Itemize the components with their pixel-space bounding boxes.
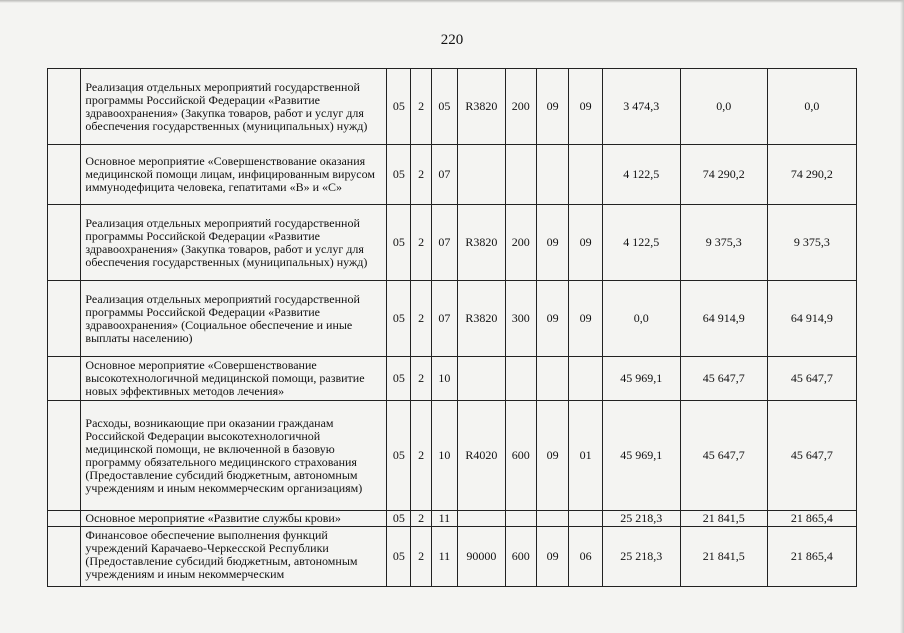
amount-year3-cell: 21 865,4 [767,527,856,587]
row-name-cell [81,527,387,587]
table-row [48,401,857,511]
code-subprogram-cell: 2 [411,205,431,281]
row-indent-cell [48,511,81,527]
code-direction-cell [458,145,506,205]
section-cell: 09 [536,69,568,145]
amount-year2-cell: 74 290,2 [680,145,767,205]
amount-year1-cell: 25 218,3 [602,511,680,527]
subsection-cell: 09 [569,69,602,145]
row-name-cell: Реализация отдельных мероприятий государственной программы Российской Федерации «Развитие здравоохранения» (Закупка товаров, работ и услуг для обеспечения государственных (муниципальных) нужд) [81,205,387,281]
code-gp-cell: 05 [387,527,411,587]
amount-year2-cell: 64 914,9 [680,281,767,357]
amount-year1-cell: 45 969,1 [602,357,680,401]
code-event-cell: 11 [431,511,457,527]
section-cell: 09 [536,527,568,587]
subsection-cell [569,357,602,401]
amount-year3-cell: 0,0 [767,69,856,145]
code-gp-cell: 05 [387,401,411,511]
row-indent-cell [48,205,81,281]
code-gp-cell: 05 [387,145,411,205]
amount-year1-cell: 45 969,1 [602,401,680,511]
amount-year3-cell: 45 647,7 [767,357,856,401]
amount-year2-cell: 21 841,5 [680,527,767,587]
code-event-cell: 11 [431,527,457,587]
amount-year1-cell: 3 474,3 [602,69,680,145]
subsection-cell: 09 [569,205,602,281]
row-indent-cell [48,527,81,587]
code-subprogram-cell: 2 [411,69,431,145]
code-subprogram-cell: 2 [411,357,431,401]
code-subprogram-cell: 2 [411,401,431,511]
code-gp-cell: 05 [387,357,411,401]
amount-year2-cell: 0,0 [680,69,767,145]
row-name-cell: Основное мероприятие «Совершенствование оказания медицинской помощи лицам, инфицированным вирусом иммунодефицита человека, гепатитами «В» и «С» [81,145,387,205]
subsection-cell: 06 [569,527,602,587]
amount-year3-cell: 9 375,3 [767,205,856,281]
row-name-cell: Основное мероприятие «Совершенствование высокотехнологичной медицинской помощи, развитие новых эффективных методов лечения» [81,357,387,401]
row-indent-cell [48,69,81,145]
amount-year3-cell: 21 865,4 [767,511,856,527]
table-row [48,205,857,281]
row-name-cell: Основное мероприятие «Развитие службы крови» [81,511,387,527]
code-direction-cell: R3820 [458,69,506,145]
amount-year2-cell: 45 647,7 [680,357,767,401]
code-gp-cell: 05 [387,281,411,357]
code-direction-cell: R3820 [458,281,506,357]
subsection-cell: 09 [569,281,602,357]
table-row [48,357,857,401]
code-gp-cell: 05 [387,69,411,145]
row-name-cell: Расходы, возникающие при оказании гражданам Российской Федерации высокотехнологичной медицинской помощи, не включенной в базовую программу обязательного медицинского страхования (Предоставление субсидий бюджетным, автономным учреждениям и иным некоммерческим организациям) [81,401,387,511]
code-event-cell: 05 [431,69,457,145]
code-direction-cell [458,511,506,527]
code-event-cell: 10 [431,357,457,401]
section-cell: 09 [536,401,568,511]
code-event-cell: 07 [431,281,457,357]
code-direction-cell [458,357,506,401]
amount-year1-cell: 4 122,5 [602,145,680,205]
row-name-text: Финансовое обеспечение выполнения функций учреждений Карачаево-Черкесской Республики (Предоставление субсидий бюджетным, автономным учреждениям и иным некоммерческим [85,528,358,581]
row-name-cell: Реализация отдельных мероприятий государственной программы Российской Федерации «Развитие здравоохранения» (Социальное обеспечение и иные выплаты населению) [81,281,387,357]
scan-top-edge [0,0,904,3]
code-direction-cell: R3820 [458,205,506,281]
row-indent-cell [48,145,81,205]
expense-type-cell [505,145,536,205]
subsection-cell [569,145,602,205]
code-event-cell: 07 [431,145,457,205]
expense-type-cell [505,357,536,401]
table-row [48,511,857,527]
amount-year3-cell: 64 914,9 [767,281,856,357]
row-indent-cell [48,281,81,357]
section-cell: 09 [536,205,568,281]
code-direction-cell: R4020 [458,401,506,511]
table-row [48,145,857,205]
amount-year3-cell: 45 647,7 [767,401,856,511]
expense-type-cell: 300 [505,281,536,357]
expense-type-cell [505,511,536,527]
row-indent-cell [48,401,81,511]
table-row [48,281,857,357]
table-row [48,527,857,587]
scan-right-edge [900,0,904,633]
code-subprogram-cell: 2 [411,527,431,587]
amount-year1-cell: 0,0 [602,281,680,357]
code-subprogram-cell: 2 [411,145,431,205]
amount-year2-cell: 21 841,5 [680,511,767,527]
code-event-cell: 10 [431,401,457,511]
amount-year2-cell: 45 647,7 [680,401,767,511]
code-subprogram-cell: 2 [411,281,431,357]
subsection-cell: 01 [569,401,602,511]
code-gp-cell: 05 [387,511,411,527]
page-number: 220 [440,32,464,48]
row-name-cell: Реализация отдельных мероприятий государственной программы Российской Федерации «Развитие здравоохранения» (Закупка товаров, работ и услуг для обеспечения государственных (муниципальных) нужд) [81,69,387,145]
expense-type-cell: 200 [505,205,536,281]
section-cell [536,357,568,401]
amount-year1-cell: 4 122,5 [602,205,680,281]
budget-table-body [48,69,857,587]
expense-type-cell: 600 [505,401,536,511]
table-row [48,69,857,145]
row-indent-cell [48,357,81,401]
section-cell [536,145,568,205]
budget-table [47,68,857,587]
code-gp-cell: 05 [387,205,411,281]
expense-type-cell: 200 [505,69,536,145]
section-cell: 09 [536,281,568,357]
amount-year2-cell: 9 375,3 [680,205,767,281]
code-subprogram-cell: 2 [411,511,431,527]
amount-year3-cell: 74 290,2 [767,145,856,205]
subsection-cell [569,511,602,527]
code-direction-cell: 90000 [458,527,506,587]
amount-year1-cell: 25 218,3 [602,527,680,587]
section-cell [536,511,568,527]
expense-type-cell: 600 [505,527,536,587]
code-event-cell: 07 [431,205,457,281]
